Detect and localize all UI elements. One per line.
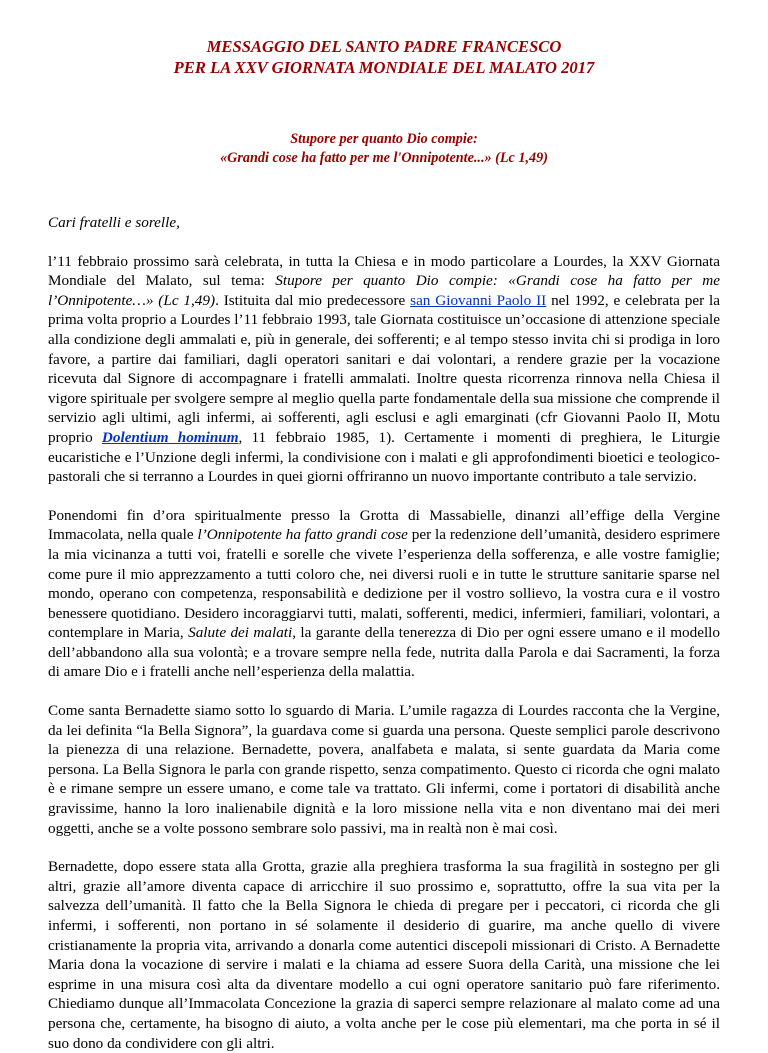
p2-text-c: per la redenzione dell’umanità, desidero esprimere la mia vicinanza a tutti voi, fratelli e sorelle che vivete l’esperienza della sofferenza, e alle vostre famiglie; come pure il mio apprezzamento a tutti coloro che, nei diversi ruoli e in tutte le strutture sanitarie sparse nel mondo, operano con competenza, responsabilità e dedizione per il vostro sollievo, la vostra cura e il vostro benessere quotidiano. Desidero incoraggiarvi tutti, malati, sofferenti, medici, infermieri, familiari, volontari, a contemplare in Maria, <box>48 526 720 642</box>
subtitle-line-2: «Grandi cose ha fatto per me l'Onnipotente...» (Lc 1,49) <box>220 150 548 166</box>
p1-text-d: nel 1992, e celebrata per la prima volta proprio a Lourdes l’11 febbraio 1993, tale Giornata costituisce un’occasione di attenzione speciale alla condizione degli ammalati e, più in generale, dei sofferenti; e al tempo stesso invita chi si prodiga in loro favore, a partire dai familiari, dagli operatori sanitari e dai volontari, a rendere grazie per la vocazione ricevuta dal Signore di accompagnare i fratelli ammalati. Inoltre questa ricorrenza rinnova nella Chiesa il vigore spirituale per svolgere sempre al meglio quella parte fondamentale della sua missione che comprende il servizio agli ultimi, agli infermi, ai sofferenti, agli esclusi e agli emarginati (cfr Giovanni Paolo II, Motu proprio <box>48 291 720 446</box>
paragraph-4: Bernadette, dopo essere stata alla Grotta, grazie alla preghiera trasforma la sua fragilità in sostegno per gli altri, grazie all’amore diventa capace di arricchire il suo prossimo e, soprattutto, offre la sua vita per la salvezza dell’umanità. Il fatto che la Bella Signora le chieda di pregare per i peccatori, ci ricorda che gli infermi, i sofferenti, non portano in sé solamente il desiderio di guarire, ma anche quello di vivere cristianamente la propria vita, arrivando a donarla come autentici discepoli missionari di Cristo. A Bernadette Maria dona la vocazione di servire i malati e la chiama ad essere Suora della Carità, una missione che lei esprime in una misura così alta da diventare modello a cui ogni operatore sanitario può fare riferimento. Chiediamo dunque all’Immacolata Concezione la grazia di saperci sempre relazionare al malato come ad una persona che, certamente, ha bisogno di aiuto, a volta anche per le cose più elementari, ma che porta in sé il suo dono da condividere con gli altri. <box>48 858 720 1052</box>
p1-text-a: l’11 febbraio prossimo sarà celebrata, in tutta la Chiesa e in modo particolare a Lourdes, la XXV Giornata Mondiale del Malato, sul tema: <box>48 252 720 290</box>
p1-text-e: , 11 febbraio 1985, 1). Certamente i momenti di preghiera, le Liturgie eucaristiche e l’Unzione degli infermi, la condivisione con i malati e gli approfondimenti bioetici e teologico-pastorali che si terranno a Lourdes in quei giorni offriranno un nuovo importante contributo a tale servizio. <box>48 428 721 486</box>
p1-text-c: . Istituita dal mio predecessore <box>215 291 411 309</box>
link-san-giovanni-paolo-ii[interactable]: san Giovanni Paolo II <box>410 291 547 309</box>
greeting: Cari fratelli e sorelle, <box>48 214 180 231</box>
paragraph-2 <box>48 506 720 682</box>
subtitle-line-1: Stupore per quanto Dio compie: <box>290 131 478 147</box>
p2-italic-onnipotente: l’Onnipotente ha fatto grandi cose <box>197 526 408 544</box>
p2-text-e: , la garante della tenerezza di Dio per ogni essere umano e il modello dell’abbandono alla sua volontà; e a trovare sempre nella fede, nutrita dalla Parola e dai Sacramenti, la forza di amare Dio e i fratelli anche nell’esperienza della malattia. <box>48 624 720 681</box>
page-title <box>48 36 720 78</box>
p1-theme-quote: Stupore per quanto Dio compie: «Grandi cose ha fatto per me l’Onnipotente…» (Lc 1,49) <box>48 272 720 309</box>
p2-text-a: Ponendomi fin d’ora spiritualmente presso la Grotta di Massabielle, dinanzi all’effige della Vergine Immacolata, nella quale <box>48 506 720 544</box>
p2-italic-salute: Salute dei malati <box>188 624 293 642</box>
paragraph-1 <box>48 252 720 487</box>
title-line-1: MESSAGGIO DEL SANTO PADRE FRANCESCO <box>206 37 562 56</box>
link-dolentium-hominum[interactable]: Dolentium hominum <box>101 428 239 446</box>
paragraph-3: Come santa Bernadette siamo sotto lo sguardo di Maria. L’umile ragazza di Lourdes racconta che la Vergine, da lei definita “la Bella Signora”, la guardava come si guarda una persona. Queste semplici parole descrivono la pienezza di una relazione. Bernadette, povera, analfabeta e malata, si sente guardata da Maria come persona. La Bella Signora le parla con grande rispetto, senza compatimento. Questo ci ricorda che ogni malato è e rimane sempre un essere umano, e come tale va trattato. Gli infermi, come i portatori di disabilità anche gravissime, hanno la loro inalienabile dignità e la loro missione nella vita e non diventano mai dei meri oggetti, anche se a volte possono sembrare solo passivi, ma in realtà non è mai così. <box>48 702 720 837</box>
page-subtitle <box>48 130 720 168</box>
title-line-2: PER LA XXV GIORNATA MONDIALE DEL MALATO 2017 <box>173 58 595 77</box>
